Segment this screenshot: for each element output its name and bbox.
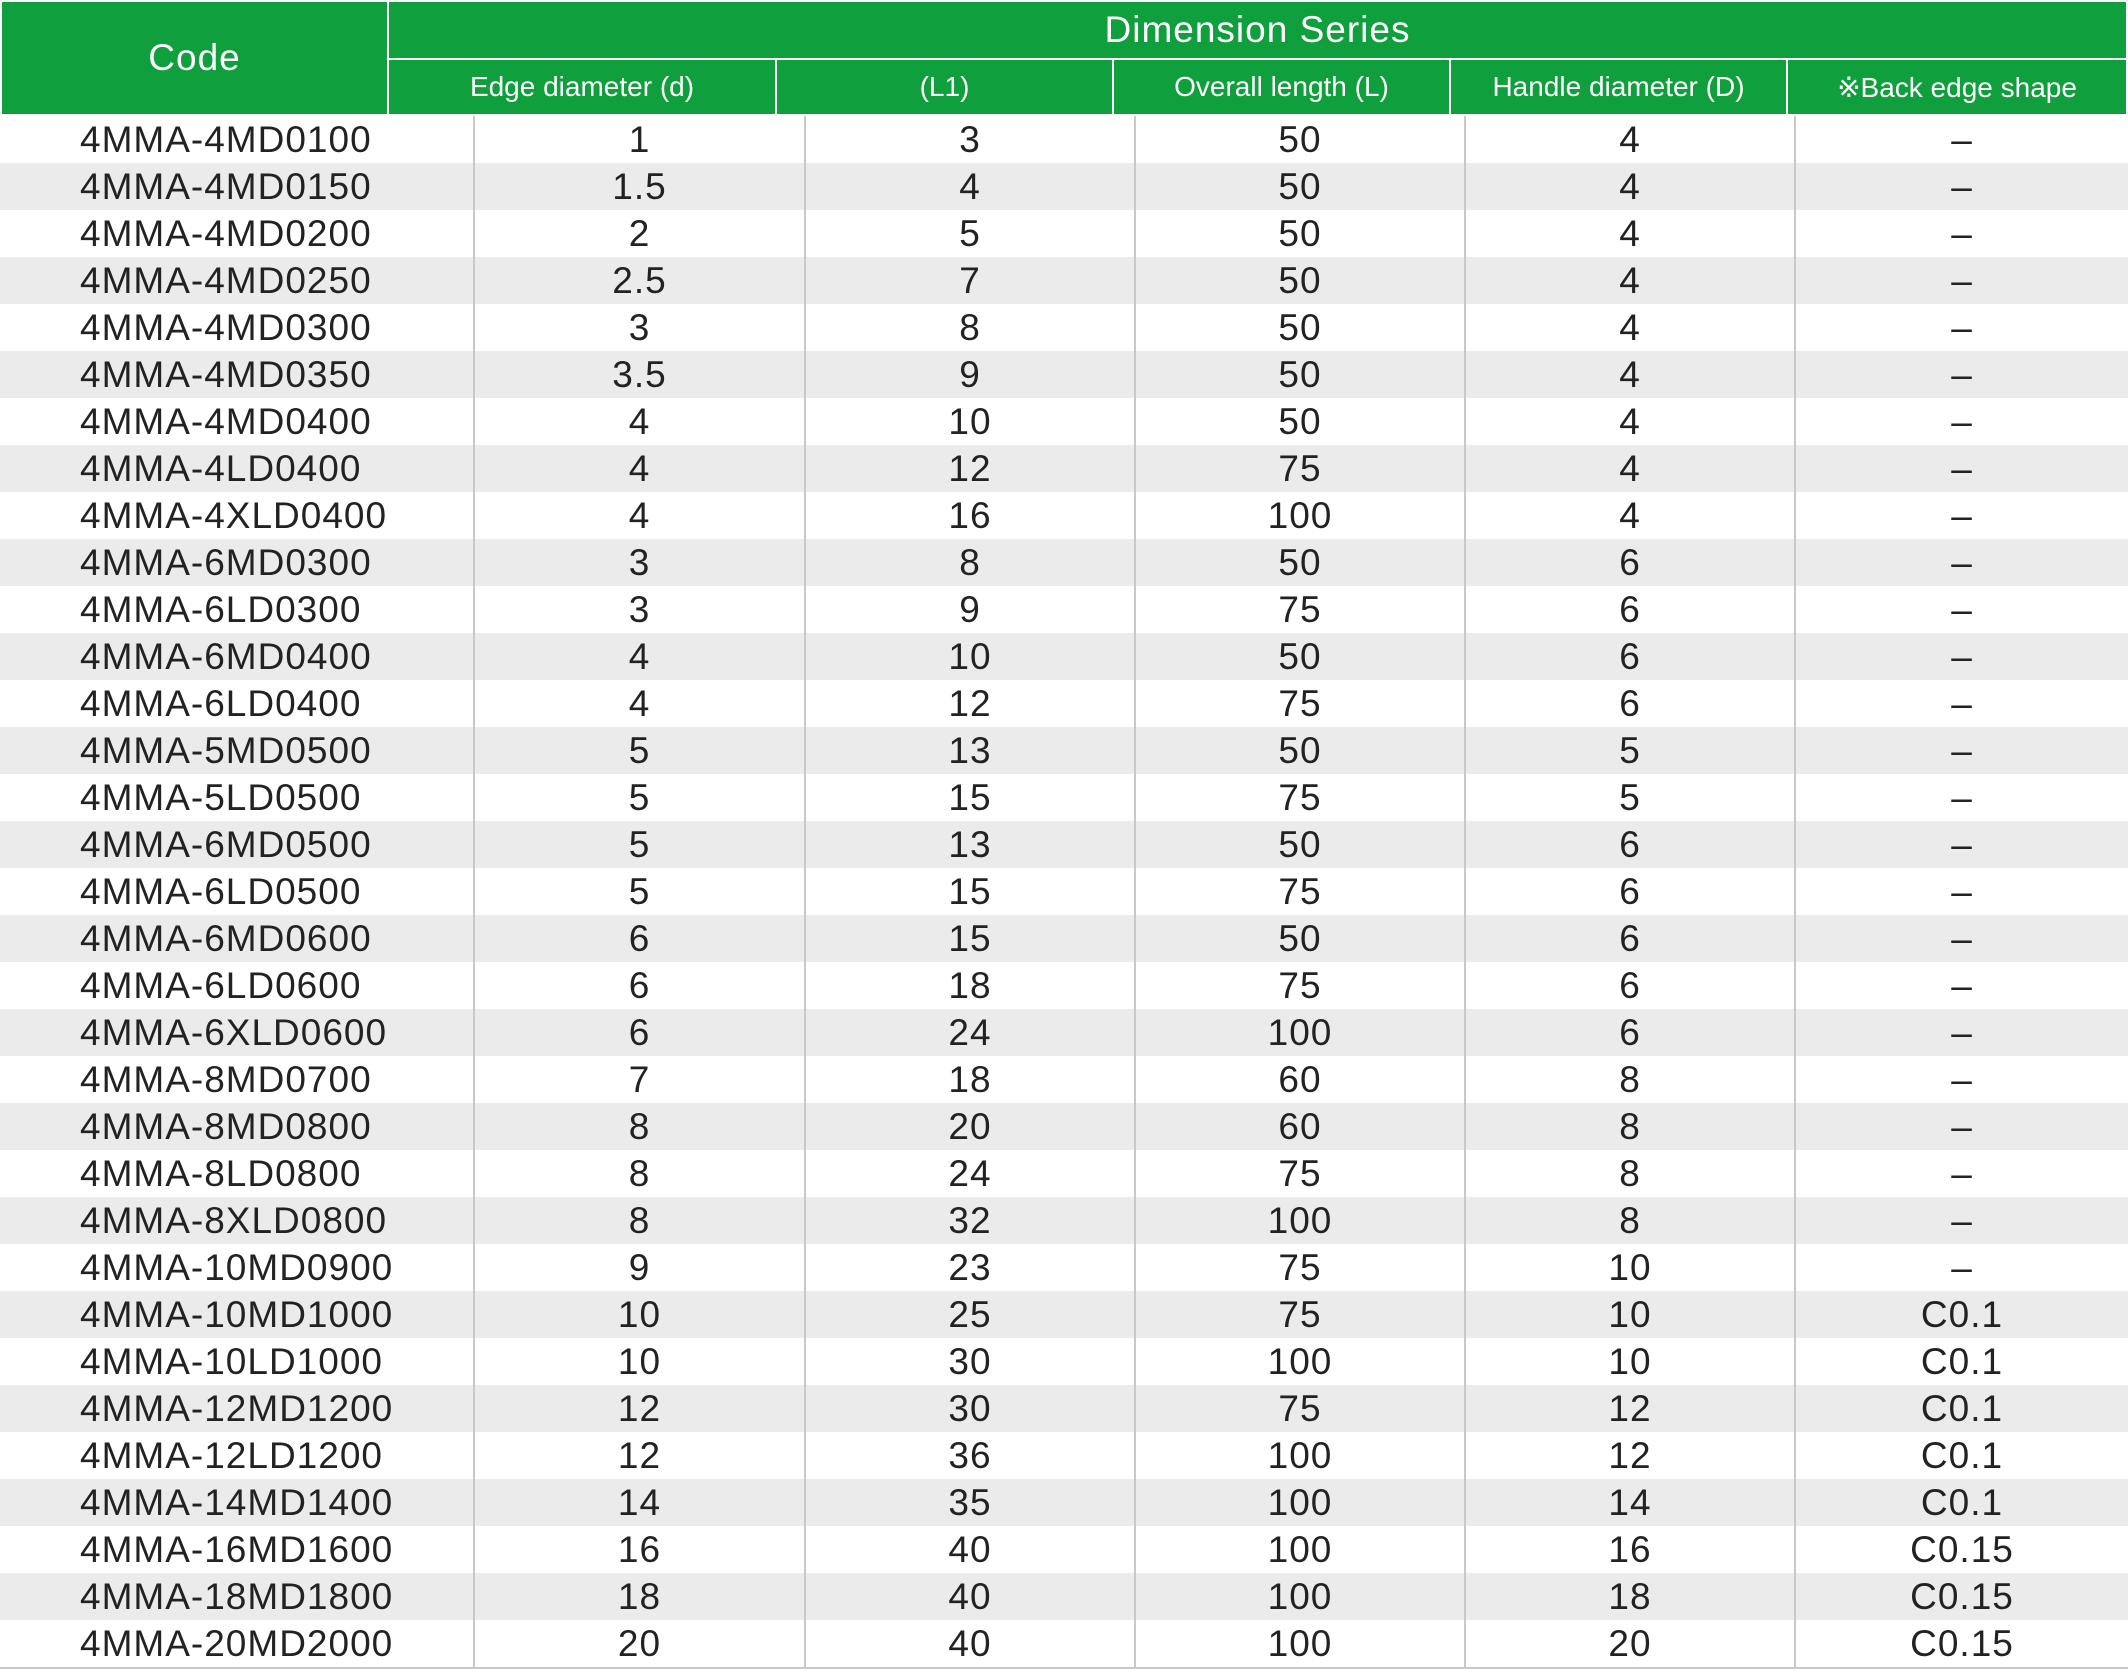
table-row [0, 116, 2128, 163]
handle-diameter-cell: 5 [1465, 774, 1795, 821]
table-row [0, 727, 2128, 774]
back-edge-shape-cell: C0.15 [1795, 1620, 2128, 1668]
handle-diameter-cell: 14 [1465, 1479, 1795, 1526]
code-cell: 4MMA-20MD2000 [0, 1620, 474, 1668]
table-row [0, 633, 2128, 680]
handle-diameter-cell: 6 [1465, 962, 1795, 1009]
edge-diameter-cell: 4 [474, 680, 805, 727]
l1-cell: 30 [805, 1338, 1135, 1385]
table-row [0, 1385, 2128, 1432]
back-edge-shape-cell: – [1795, 445, 2128, 492]
l1-cell: 5 [805, 210, 1135, 257]
overall-length-cell: 100 [1135, 1620, 1465, 1668]
table-row [0, 915, 2128, 962]
edge-diameter-cell: 3 [474, 586, 805, 633]
edge-diameter-cell: 4 [474, 633, 805, 680]
back-edge-shape-cell: – [1795, 915, 2128, 962]
edge-diameter-cell: 3 [474, 304, 805, 351]
edge-diameter-cell: 2 [474, 210, 805, 257]
overall-length-cell: 100 [1135, 1432, 1465, 1479]
back-edge-shape-cell: – [1795, 680, 2128, 727]
edge-diameter-cell: 5 [474, 821, 805, 868]
edge-diameter-cell: 9 [474, 1244, 805, 1291]
back-edge-shape-cell: – [1795, 163, 2128, 210]
back-edge-shape-cell: C0.15 [1795, 1573, 2128, 1620]
code-cell: 4MMA-4MD0300 [0, 304, 474, 351]
code-cell: 4MMA-6MD0300 [0, 539, 474, 586]
code-cell: 4MMA-4MD0400 [0, 398, 474, 445]
l1-cell: 40 [805, 1526, 1135, 1573]
table-row [0, 1103, 2128, 1150]
table-row [0, 774, 2128, 821]
overall-length-cell: 50 [1135, 633, 1465, 680]
back-edge-shape-cell: – [1795, 1244, 2128, 1291]
table-row [0, 1526, 2128, 1573]
overall-length-cell: 60 [1135, 1103, 1465, 1150]
back-edge-shape-cell: – [1795, 633, 2128, 680]
header-code: Code [0, 0, 389, 116]
back-edge-shape-cell: C0.1 [1795, 1385, 2128, 1432]
edge-diameter-cell: 1 [474, 116, 805, 163]
handle-diameter-cell: 6 [1465, 915, 1795, 962]
back-edge-shape-cell: – [1795, 539, 2128, 586]
l1-cell: 40 [805, 1620, 1135, 1668]
edge-diameter-cell: 4 [474, 398, 805, 445]
l1-cell: 40 [805, 1573, 1135, 1620]
code-cell: 4MMA-12LD1200 [0, 1432, 474, 1479]
header-edge-diameter: Edge diameter (d) [387, 58, 777, 116]
handle-diameter-cell: 12 [1465, 1432, 1795, 1479]
table-row [0, 868, 2128, 915]
table-row [0, 1197, 2128, 1244]
handle-diameter-cell: 6 [1465, 586, 1795, 633]
table-row [0, 1573, 2128, 1620]
l1-cell: 16 [805, 492, 1135, 539]
code-cell: 4MMA-16MD1600 [0, 1526, 474, 1573]
overall-length-cell: 75 [1135, 1244, 1465, 1291]
overall-length-cell: 50 [1135, 727, 1465, 774]
back-edge-shape-cell: C0.15 [1795, 1526, 2128, 1573]
code-cell: 4MMA-10MD1000 [0, 1291, 474, 1338]
handle-diameter-cell: 18 [1465, 1573, 1795, 1620]
overall-length-cell: 50 [1135, 539, 1465, 586]
edge-diameter-cell: 8 [474, 1103, 805, 1150]
overall-length-cell: 75 [1135, 774, 1465, 821]
overall-length-cell: 75 [1135, 680, 1465, 727]
l1-cell: 32 [805, 1197, 1135, 1244]
table-row [0, 1150, 2128, 1197]
overall-length-cell: 75 [1135, 1385, 1465, 1432]
edge-diameter-cell: 6 [474, 962, 805, 1009]
overall-length-cell: 60 [1135, 1056, 1465, 1103]
edge-diameter-cell: 16 [474, 1526, 805, 1573]
handle-diameter-cell: 8 [1465, 1197, 1795, 1244]
overall-length-cell: 100 [1135, 1526, 1465, 1573]
l1-cell: 12 [805, 680, 1135, 727]
edge-diameter-cell: 20 [474, 1620, 805, 1668]
edge-diameter-cell: 8 [474, 1197, 805, 1244]
l1-cell: 35 [805, 1479, 1135, 1526]
back-edge-shape-cell: – [1795, 821, 2128, 868]
overall-length-cell: 100 [1135, 1197, 1465, 1244]
edge-diameter-cell: 5 [474, 774, 805, 821]
back-edge-shape-cell: C0.1 [1795, 1291, 2128, 1338]
code-cell: 4MMA-4MD0350 [0, 351, 474, 398]
back-edge-shape-cell: – [1795, 868, 2128, 915]
table-row [0, 445, 2128, 492]
l1-cell: 12 [805, 445, 1135, 492]
code-cell: 4MMA-6LD0500 [0, 868, 474, 915]
data-grid [0, 116, 2128, 1669]
l1-cell: 24 [805, 1009, 1135, 1056]
code-cell: 4MMA-14MD1400 [0, 1479, 474, 1526]
back-edge-shape-cell: – [1795, 1197, 2128, 1244]
edge-diameter-cell: 5 [474, 727, 805, 774]
handle-diameter-cell: 8 [1465, 1150, 1795, 1197]
overall-length-cell: 100 [1135, 492, 1465, 539]
back-edge-shape-cell: – [1795, 351, 2128, 398]
handle-diameter-cell: 4 [1465, 304, 1795, 351]
code-cell: 4MMA-10MD0900 [0, 1244, 474, 1291]
l1-cell: 9 [805, 351, 1135, 398]
table-row [0, 680, 2128, 727]
edge-diameter-cell: 10 [474, 1291, 805, 1338]
header-l1: (L1) [775, 58, 1114, 116]
edge-diameter-cell: 12 [474, 1432, 805, 1479]
edge-diameter-cell: 4 [474, 445, 805, 492]
back-edge-shape-cell: – [1795, 774, 2128, 821]
overall-length-cell: 50 [1135, 398, 1465, 445]
l1-cell: 20 [805, 1103, 1135, 1150]
table-row [0, 1620, 2128, 1668]
code-cell: 4MMA-10LD1000 [0, 1338, 474, 1385]
back-edge-shape-cell: – [1795, 586, 2128, 633]
table-row [0, 1009, 2128, 1056]
header-handle-diameter: Handle diameter (D) [1449, 58, 1788, 116]
handle-diameter-cell: 4 [1465, 257, 1795, 304]
handle-diameter-cell: 6 [1465, 821, 1795, 868]
handle-diameter-cell: 4 [1465, 351, 1795, 398]
back-edge-shape-cell: – [1795, 492, 2128, 539]
edge-diameter-cell: 14 [474, 1479, 805, 1526]
back-edge-shape-cell: C0.1 [1795, 1479, 2128, 1526]
code-cell: 4MMA-8MD0800 [0, 1103, 474, 1150]
l1-cell: 10 [805, 398, 1135, 445]
edge-diameter-cell: 6 [474, 915, 805, 962]
table-row [0, 539, 2128, 586]
handle-diameter-cell: 6 [1465, 1009, 1795, 1056]
table-body [0, 116, 2128, 1668]
table-header [0, 0, 2128, 116]
code-cell: 4MMA-6LD0300 [0, 586, 474, 633]
overall-length-cell: 100 [1135, 1338, 1465, 1385]
edge-diameter-cell: 1.5 [474, 163, 805, 210]
l1-cell: 23 [805, 1244, 1135, 1291]
back-edge-shape-cell: – [1795, 304, 2128, 351]
edge-diameter-cell: 10 [474, 1338, 805, 1385]
l1-cell: 30 [805, 1385, 1135, 1432]
overall-length-cell: 50 [1135, 821, 1465, 868]
table-row [0, 210, 2128, 257]
table-row [0, 586, 2128, 633]
edge-diameter-cell: 4 [474, 492, 805, 539]
code-cell: 4MMA-8LD0800 [0, 1150, 474, 1197]
back-edge-shape-cell: – [1795, 1150, 2128, 1197]
table-row [0, 1056, 2128, 1103]
overall-length-cell: 75 [1135, 586, 1465, 633]
overall-length-cell: 50 [1135, 210, 1465, 257]
handle-diameter-cell: 12 [1465, 1385, 1795, 1432]
code-cell: 4MMA-6LD0600 [0, 962, 474, 1009]
overall-length-cell: 50 [1135, 257, 1465, 304]
code-cell: 4MMA-18MD1800 [0, 1573, 474, 1620]
handle-diameter-cell: 4 [1465, 163, 1795, 210]
back-edge-shape-cell: C0.1 [1795, 1338, 2128, 1385]
l1-cell: 8 [805, 539, 1135, 586]
l1-cell: 15 [805, 868, 1135, 915]
handle-diameter-cell: 6 [1465, 680, 1795, 727]
code-cell: 4MMA-6MD0600 [0, 915, 474, 962]
table-row [0, 1244, 2128, 1291]
handle-diameter-cell: 20 [1465, 1620, 1795, 1668]
overall-length-cell: 75 [1135, 962, 1465, 1009]
header-dimension-series: Dimension Series [387, 0, 2128, 60]
handle-diameter-cell: 10 [1465, 1291, 1795, 1338]
back-edge-shape-cell: – [1795, 398, 2128, 445]
table-row [0, 962, 2128, 1009]
l1-cell: 8 [805, 304, 1135, 351]
handle-diameter-cell: 4 [1465, 445, 1795, 492]
edge-diameter-cell: 6 [474, 1009, 805, 1056]
l1-cell: 13 [805, 727, 1135, 774]
handle-diameter-cell: 6 [1465, 868, 1795, 915]
back-edge-shape-cell: – [1795, 962, 2128, 1009]
edge-diameter-cell: 8 [474, 1150, 805, 1197]
handle-diameter-cell: 10 [1465, 1244, 1795, 1291]
code-cell: 4MMA-4MD0250 [0, 257, 474, 304]
code-cell: 4MMA-4MD0100 [0, 116, 474, 163]
back-edge-shape-cell: – [1795, 257, 2128, 304]
l1-cell: 9 [805, 586, 1135, 633]
back-edge-shape-cell: C0.1 [1795, 1432, 2128, 1479]
handle-diameter-cell: 4 [1465, 116, 1795, 163]
handle-diameter-cell: 4 [1465, 210, 1795, 257]
code-cell: 4MMA-8XLD0800 [0, 1197, 474, 1244]
handle-diameter-cell: 10 [1465, 1338, 1795, 1385]
table-row [0, 1432, 2128, 1479]
l1-cell: 15 [805, 915, 1135, 962]
overall-length-cell: 50 [1135, 163, 1465, 210]
handle-diameter-cell: 4 [1465, 398, 1795, 445]
table-row [0, 257, 2128, 304]
back-edge-shape-cell: – [1795, 1009, 2128, 1056]
back-edge-shape-cell: – [1795, 1056, 2128, 1103]
edge-diameter-cell: 12 [474, 1385, 805, 1432]
edge-diameter-cell: 3 [474, 539, 805, 586]
table-row [0, 1291, 2128, 1338]
code-cell: 4MMA-6LD0400 [0, 680, 474, 727]
handle-diameter-cell: 5 [1465, 727, 1795, 774]
l1-cell: 18 [805, 1056, 1135, 1103]
back-edge-shape-cell: – [1795, 116, 2128, 163]
overall-length-cell: 75 [1135, 1150, 1465, 1197]
l1-cell: 18 [805, 962, 1135, 1009]
table-row [0, 163, 2128, 210]
code-cell: 4MMA-6MD0400 [0, 633, 474, 680]
code-cell: 4MMA-4LD0400 [0, 445, 474, 492]
handle-diameter-cell: 6 [1465, 633, 1795, 680]
edge-diameter-cell: 3.5 [474, 351, 805, 398]
l1-cell: 15 [805, 774, 1135, 821]
header-overall-length: Overall length (L) [1112, 58, 1451, 116]
overall-length-cell: 75 [1135, 445, 1465, 492]
overall-length-cell: 50 [1135, 304, 1465, 351]
table-row [0, 821, 2128, 868]
code-cell: 4MMA-5MD0500 [0, 727, 474, 774]
code-cell: 4MMA-6XLD0600 [0, 1009, 474, 1056]
code-cell: 4MMA-5LD0500 [0, 774, 474, 821]
overall-length-cell: 100 [1135, 1009, 1465, 1056]
back-edge-shape-cell: – [1795, 210, 2128, 257]
l1-cell: 36 [805, 1432, 1135, 1479]
overall-length-cell: 100 [1135, 1479, 1465, 1526]
handle-diameter-cell: 8 [1465, 1103, 1795, 1150]
table-row [0, 492, 2128, 539]
back-edge-shape-cell: – [1795, 1103, 2128, 1150]
edge-diameter-cell: 7 [474, 1056, 805, 1103]
back-edge-shape-cell: – [1795, 727, 2128, 774]
table-row [0, 1338, 2128, 1385]
l1-cell: 7 [805, 257, 1135, 304]
l1-cell: 24 [805, 1150, 1135, 1197]
overall-length-cell: 50 [1135, 915, 1465, 962]
handle-diameter-cell: 8 [1465, 1056, 1795, 1103]
code-cell: 4MMA-4MD0200 [0, 210, 474, 257]
overall-length-cell: 50 [1135, 351, 1465, 398]
handle-diameter-cell: 16 [1465, 1526, 1795, 1573]
header-back-edge-shape: ※Back edge shape [1786, 58, 2128, 116]
table-row [0, 304, 2128, 351]
l1-cell: 3 [805, 116, 1135, 163]
l1-cell: 4 [805, 163, 1135, 210]
handle-diameter-cell: 4 [1465, 492, 1795, 539]
edge-diameter-cell: 5 [474, 868, 805, 915]
table-row [0, 398, 2128, 445]
code-cell: 4MMA-4XLD0400 [0, 492, 474, 539]
code-cell: 4MMA-4MD0150 [0, 163, 474, 210]
overall-length-cell: 75 [1135, 1291, 1465, 1338]
l1-cell: 10 [805, 633, 1135, 680]
code-cell: 4MMA-8MD0700 [0, 1056, 474, 1103]
handle-diameter-cell: 6 [1465, 539, 1795, 586]
edge-diameter-cell: 18 [474, 1573, 805, 1620]
edge-diameter-cell: 2.5 [474, 257, 805, 304]
table-row [0, 351, 2128, 398]
l1-cell: 13 [805, 821, 1135, 868]
code-cell: 4MMA-12MD1200 [0, 1385, 474, 1432]
overall-length-cell: 75 [1135, 868, 1465, 915]
code-cell: 4MMA-6MD0500 [0, 821, 474, 868]
table-row [0, 1479, 2128, 1526]
overall-length-cell: 50 [1135, 116, 1465, 163]
l1-cell: 25 [805, 1291, 1135, 1338]
overall-length-cell: 100 [1135, 1573, 1465, 1620]
